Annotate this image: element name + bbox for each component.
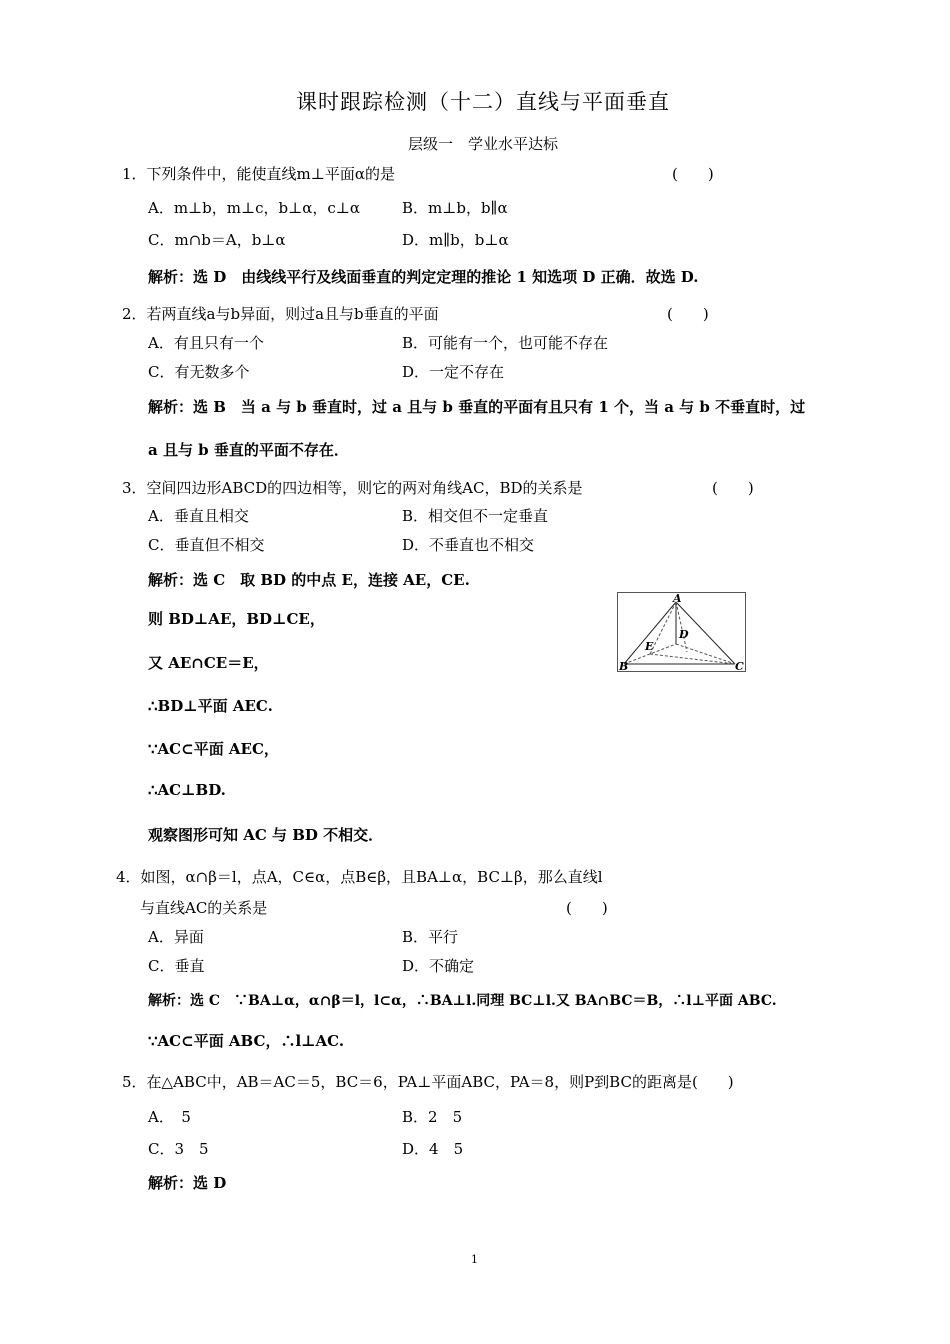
q3-solution-line1: 解析：选 C 取 BD 的中点 E，连接 AE，CE.: [148, 571, 470, 589]
q4-solution-line1: 解析：选 C ∵BA⊥α，α∩β＝l，l⊂α，∴BA⊥l.同理 BC⊥l.又 BA∩BC＝B，∴l⊥平面 ABC.: [148, 993, 777, 1009]
page-title: 课时跟踪检测（十二）直线与平面垂直: [296, 90, 670, 114]
q3-option-c: C．垂直但不相交: [148, 536, 265, 554]
q5-solution: 解析：选 D: [148, 1174, 227, 1192]
q1-option-a: A．m⊥b，m⊥c，b⊥α，c⊥α: [148, 199, 360, 217]
tetrahedron-figure: [617, 592, 746, 672]
q2-option-b: B．可能有一个，也可能不存在: [402, 334, 609, 352]
label-e: E: [645, 640, 654, 653]
q4-solution-line2: ∵AC⊂平面 ABC，∴l⊥AC.: [148, 1032, 345, 1050]
q2-option-d: D．一定不存在: [402, 363, 505, 381]
q4-option-c: C．垂直: [148, 957, 205, 975]
page-number: 1: [471, 1253, 478, 1266]
q2-solution-line1: 解析：选 B 当 a 与 b 垂直时，过 a 且与 b 垂直的平面有且只有 1 个，当 a 与 b 不垂直时，过: [148, 398, 806, 416]
q3-option-a: A．垂直且相交: [148, 507, 249, 525]
q3-answer-blank: ( ): [712, 479, 754, 497]
q2-stem: 2．若两直线a与b异面，则过a且与b垂直的平面: [122, 305, 439, 323]
q4-stem-line2: 与直线AC的关系是: [140, 899, 268, 917]
q1-option-d: D．m∥b，b⊥α: [402, 231, 509, 249]
q2-solution-line2: a 且与 b 垂直的平面不存在．: [148, 441, 349, 459]
q3-solution-line7: 观察图形可知 AC 与 BD 不相交．: [148, 826, 384, 844]
q3-stem: 3．空间四边形ABCD的四边相等，则它的两对角线AC，BD的关系是: [122, 479, 583, 497]
section-subtitle: 层级一 学业水平达标: [408, 135, 559, 153]
q4-answer-blank: ( ): [566, 899, 608, 917]
q3-solution-line6: ∴AC⊥BD.: [148, 781, 226, 799]
q5-option-d: D．4 5: [402, 1140, 464, 1158]
q3-solution-line4: ∴BD⊥平面 AEC.: [148, 697, 273, 715]
q3-solution-line5: ∵AC⊂平面 AEC，: [148, 740, 279, 758]
label-c: C: [735, 660, 744, 672]
q1-option-b: B．m⊥b，b∥α: [402, 199, 508, 217]
q4-option-d: D．不确定: [402, 957, 475, 975]
q3-solution-line2: 则 BD⊥AE，BD⊥CE，: [148, 610, 325, 628]
q3-solution-line3: 又 AE∩CE＝E，: [148, 654, 269, 672]
label-a: A: [673, 592, 682, 605]
q3-option-d: D．不垂直也不相交: [402, 536, 535, 554]
label-b: B: [619, 660, 629, 672]
q4-stem-line1: 4．如图，α∩β＝l，点A，C∈α，点B∈β，且BA⊥α，BC⊥β，那么直线l: [116, 868, 603, 886]
q5-option-c: C．3 5: [148, 1140, 209, 1158]
q5-stem: 5．在△ABC中，AB＝AC＝5，BC＝6，PA⊥平面ABC，PA＝8，则P到BC的距离是( ): [122, 1073, 734, 1091]
q1-answer-blank: ( ): [672, 165, 714, 183]
q2-answer-blank: ( ): [667, 305, 709, 323]
label-d: D: [679, 628, 689, 641]
q1-option-c: C．m∩b＝A，b⊥α: [148, 231, 286, 249]
q3-option-b: B．相交但不一定垂直: [402, 507, 549, 525]
q4-option-a: A．异面: [148, 928, 204, 946]
q5-option-a: A． 5: [148, 1108, 191, 1126]
q1-stem: 1．下列条件中，能使直线m⊥平面α的是: [122, 165, 396, 183]
q2-option-a: A．有且只有一个: [148, 334, 264, 352]
q1-solution: 解析：选 D 由线线平行及线面垂直的判定定理的推论 1 知选项 D 正确．故选 D.: [148, 268, 699, 286]
q2-option-c: C．有无数多个: [148, 363, 250, 381]
q4-option-b: B．平行: [402, 928, 459, 946]
q5-option-b: B．2 5: [402, 1108, 463, 1126]
